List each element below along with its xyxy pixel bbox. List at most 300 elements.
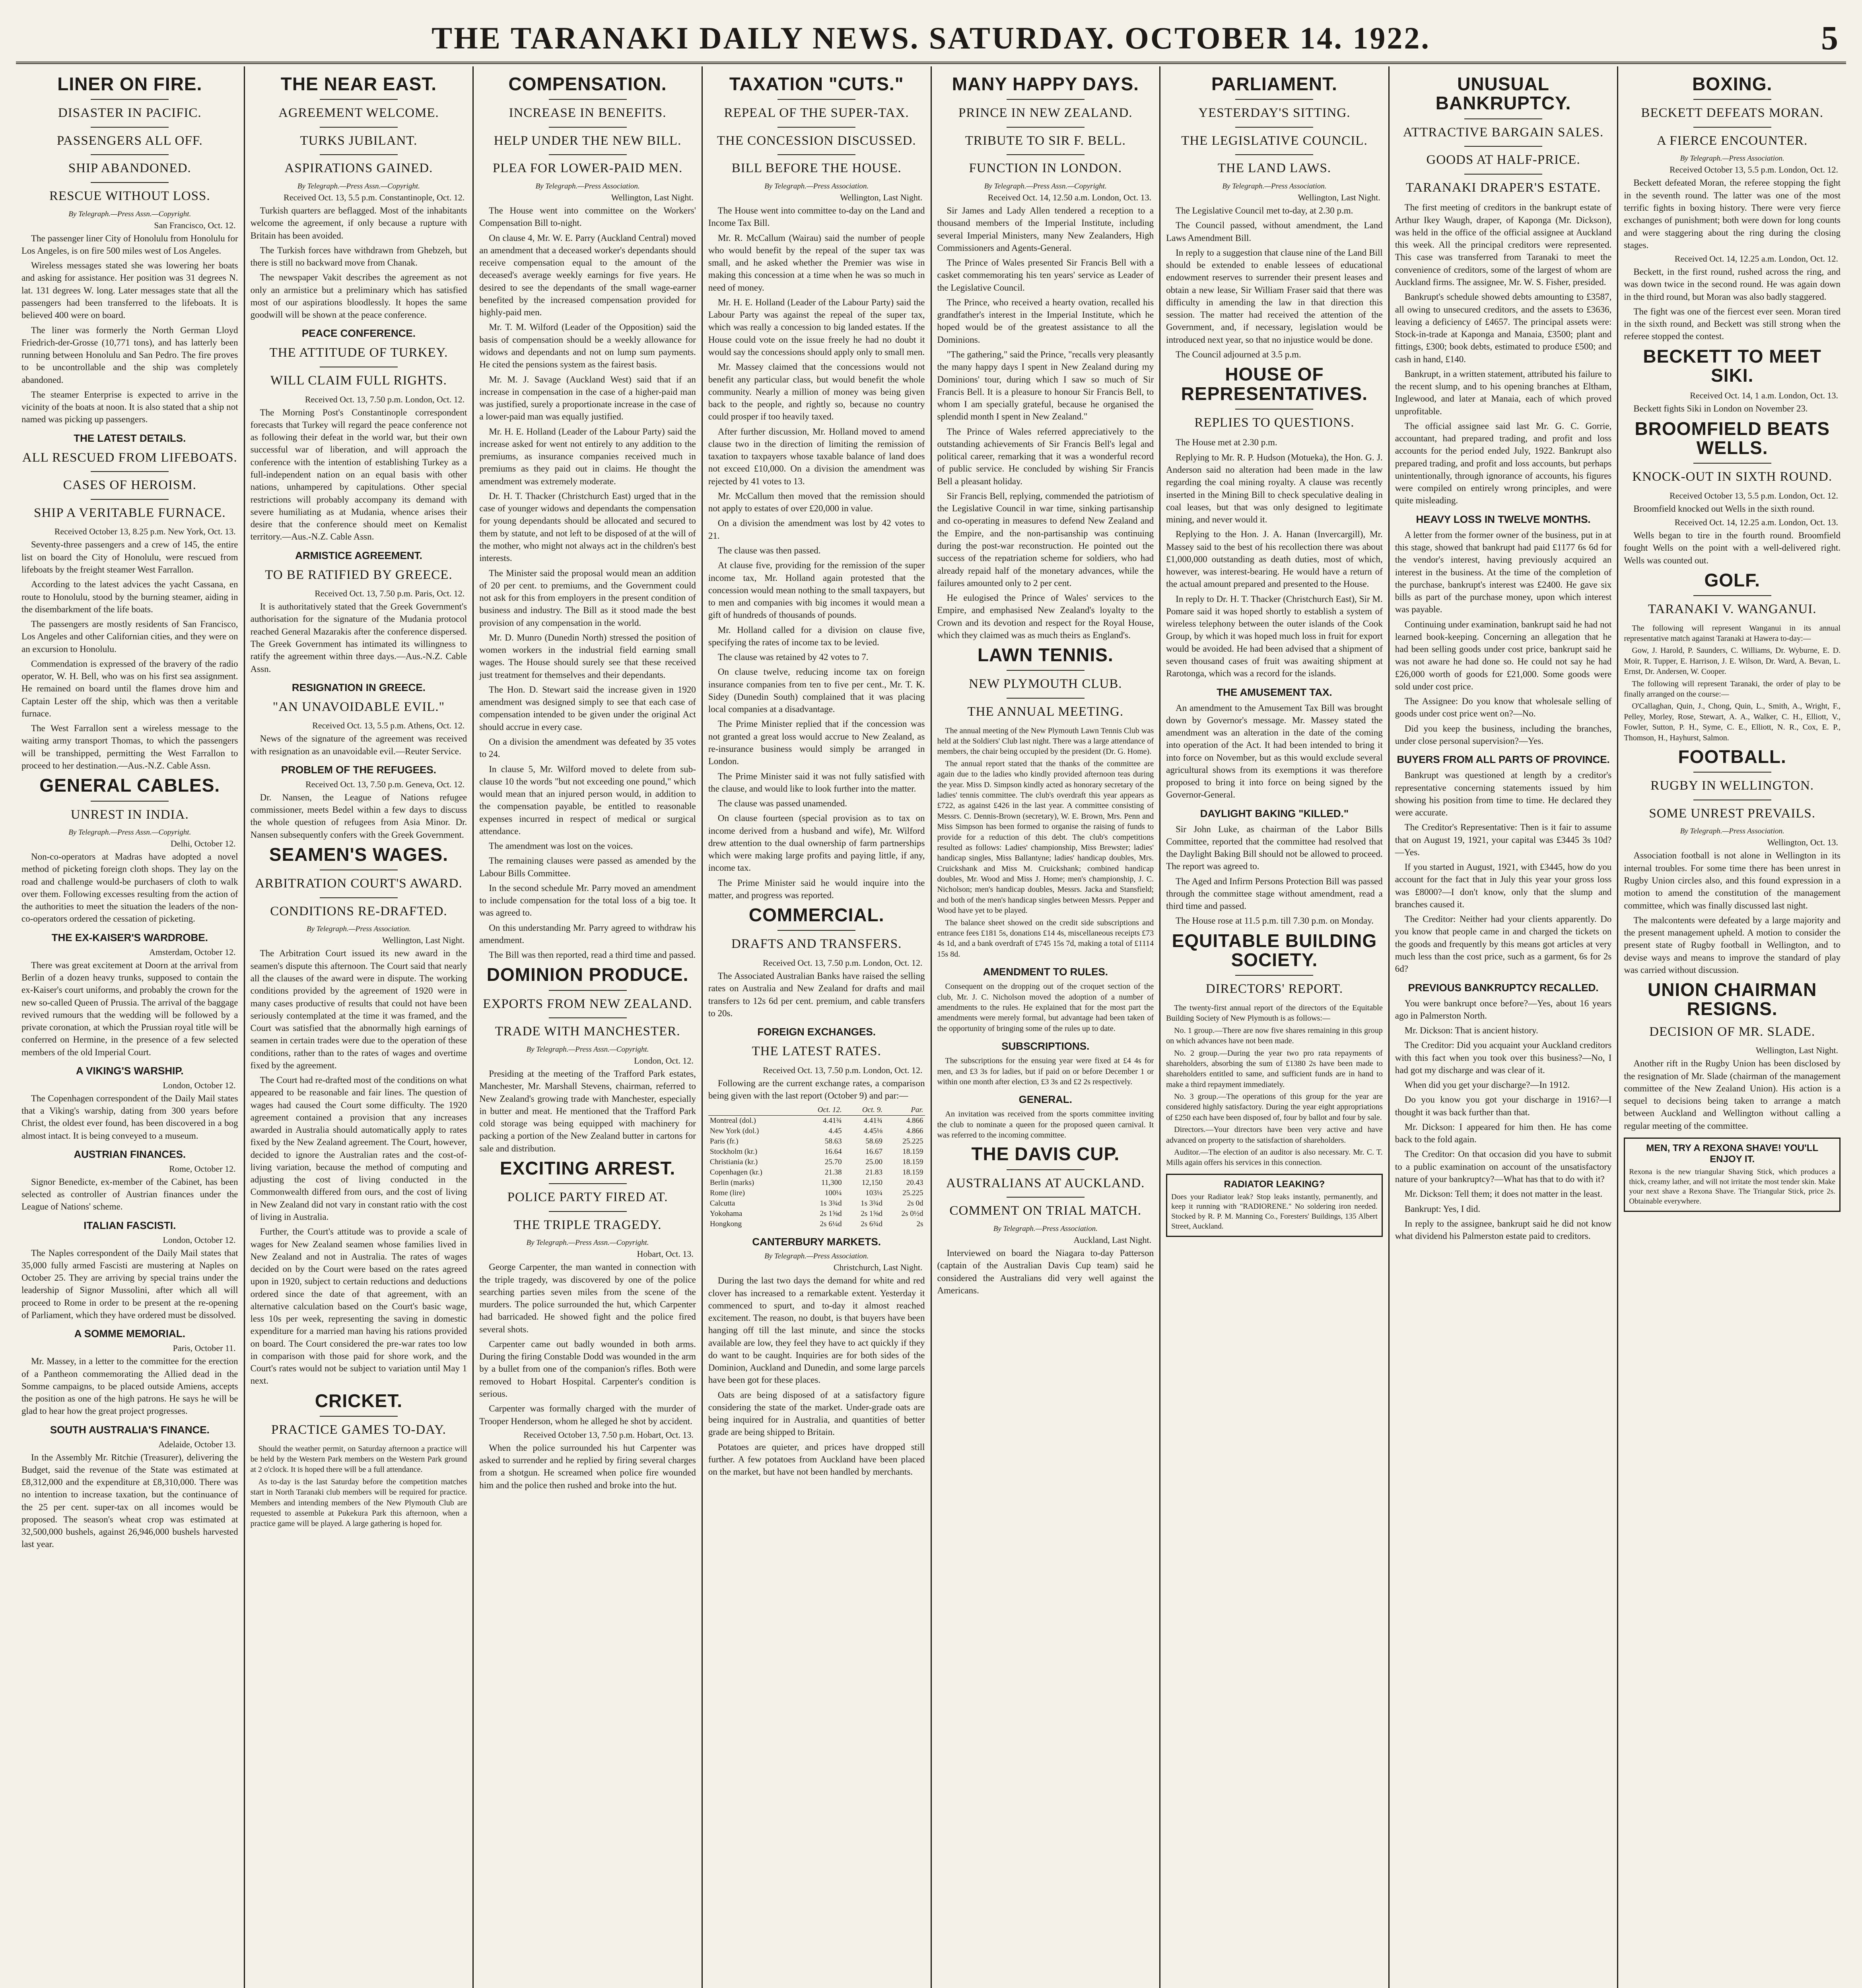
deck-line: RESCUE WITHOUT LOSS. <box>49 189 210 204</box>
subheading: SOUTH AUSTRALIA'S FINANCE. <box>50 1423 210 1436</box>
body-paragraph: Broomfield knocked out Wells in the sixth round. <box>1633 503 1815 514</box>
divider-rule <box>549 1183 627 1184</box>
body-paragraph: The Naples correspondent of the Daily Mail states that 35,000 fully armed Fascisti are mustering at Naples on October 25. They are arriving by special trains under the leadership of Signor Mussolini, after which all will proceed to Rome in order to be present at the re-opening of Parliament, which they have ordered must be dissolved. <box>21 1248 238 1320</box>
divider-rule <box>1007 1197 1085 1198</box>
dateline: Received Oct. 13, 5.5 p.m. Constantinople, Oct. 12. <box>284 192 465 203</box>
deck-line: CASES OF HEROISM. <box>63 478 196 493</box>
advertisement-text: Rexona is the new triangular Shaving Stick, which produces a thick, creamy lather, and will not irritate the most tender skin. Make your next shave a Rexona Shave. The Triangular Stick, price 2s. Obtainable everywhere. <box>1629 1167 1835 1206</box>
dateline: Wellington, Oct. 13. <box>1767 837 1838 848</box>
body-paragraph: The Hon. D. Stewart said the increase given in 1920 amendment was designed simply to see that each case of compensation intended to be given under the original Act should accrue in every case. <box>479 684 696 732</box>
body-paragraph: In reply to the assignee, bankrupt said he did not know what dividend his Palmerston estate paid to creditors. <box>1395 1218 1612 1241</box>
deck-line: "AN UNAVOIDABLE EVIL." <box>272 699 445 714</box>
body-paragraph: The Prime Minister replied that if the concession was not granted a great loss would accrue to New Zealand, as re-insurance business would simply be arranged in London. <box>708 719 925 767</box>
deck-line: AUSTRALIANS AT AUCKLAND. <box>946 1176 1145 1190</box>
body-paragraph: Presiding at the meeting of the Trafford Park estates, Manchester, Mr. Marshall Stevens, chairman, referred to New Zealand's growing trade with Manchester, especially in butter and meat. He mentioned that the Trafford Park cold storage was being equipped with machinery for packing a portion of the New Zealand butter in cartons for sale and distribution. <box>479 1068 696 1153</box>
table-cell: 4.45 <box>828 1127 842 1136</box>
byline: By Telegraph.—Press Assn.—Copyright. <box>68 210 191 218</box>
column-1 <box>16 66 245 1988</box>
dateline: Received Oct. 13, 5.5 p.m. Athens, Oct. 12. <box>312 720 465 731</box>
deck-line: DRAFTS AND TRANSFERS. <box>731 937 902 951</box>
body-paragraph: The Legislative Council met to-day, at 2.30 p.m. <box>1176 206 1353 216</box>
body-paragraph: At clause five, providing for the remission of the super income tax, Mr. Holland again protested that the concession would mean nothing to the small taxpayers, but to men and companies with big incomes it would mean a gift of hundreds of thousands of pounds. <box>708 560 925 620</box>
body-paragraph: Dr. Nansen, the League of Nations refugee commissioner, meets Bedel within a few days to discuss the whole question of refugees from Asia Minor. Dr. Nansen subsequently confers with the Greek Government. <box>250 792 467 840</box>
divider-rule <box>1693 99 1771 100</box>
dateline: Received Oct. 14, 12.25 a.m. London, Oct. 12. <box>1674 254 1838 264</box>
deck-line: YESTERDAY'S SITTING. <box>1198 106 1351 120</box>
body-paragraph: On a division the amendment was lost by 42 votes to 21. <box>708 518 925 541</box>
body-paragraph: On this understanding Mr. Parry agreed to withdraw his amendment. <box>479 922 696 945</box>
table-cell: Calcutta <box>709 1199 735 1208</box>
subheading: HEAVY LOSS IN TWELVE MONTHS. <box>1416 513 1591 525</box>
advertisement <box>1624 1138 1841 1212</box>
column-grid <box>16 66 1846 1988</box>
headline: THE DAVIS CUP. <box>971 1143 1120 1165</box>
divider-rule <box>91 154 169 155</box>
exchange-rates-table <box>708 1105 925 1229</box>
headline: CRICKET. <box>315 1390 402 1411</box>
table-cell: 16.67 <box>865 1147 883 1156</box>
small-paragraph: Gow, J. Harold, P. Saunders, C. Williams, Dr. Wyburne, E. D. Moir, R. Tupper, E. Harrison, J. E. Wilson, Dr. Ward, A. Bevan, L. Ernst, Dr. Andersen, W. Cooper. <box>1624 646 1841 676</box>
table-cell: 2s 0½d <box>901 1209 923 1218</box>
divider-rule <box>777 930 855 931</box>
page-number: 5 <box>1821 19 1838 57</box>
deck-line: THE TRIPLE TRAGEDY. <box>513 1217 662 1232</box>
deck-line: AGREEMENT WELCOME. <box>278 106 439 120</box>
headline: LAWN TENNIS. <box>977 645 1114 666</box>
table-cell: 16.64 <box>824 1147 842 1156</box>
divider-rule <box>549 1017 627 1018</box>
body-paragraph: The malcontents were defeated by a large majority and the present management upheld. A motion to consider the present state of Rugby football in Wellington, and to devise ways and means to improve the standard of play was carried without discussion. <box>1624 915 1841 975</box>
headline: BROOMFIELD BEATS WELLS. <box>1635 418 1830 458</box>
dateline: Received Oct. 13, 7.50 p.m. London, Oct. 12. <box>305 394 465 404</box>
divider-rule <box>91 499 169 500</box>
dateline: Delhi, October 12. <box>170 839 236 849</box>
divider-rule <box>549 127 627 128</box>
deck-line: GOODS AT HALF-PRICE. <box>1426 153 1580 167</box>
body-paragraph: Mr. Holland called for a division on clause five, specifying the rates of income tax to be levied. <box>708 625 925 647</box>
table-cell: 12,150 <box>861 1178 883 1187</box>
column-2 <box>245 66 474 1988</box>
dateline: London, Oct. 12. <box>634 1055 694 1066</box>
dateline: Wellington, Last Night. <box>840 192 923 203</box>
small-paragraph: The following will represent Wanganui in its annual representative match against Taranaki at Hawera to-day:— <box>1624 623 1841 643</box>
body-paragraph: Mr. D. Munro (Dunedin North) stressed the position of women workers in the industrial field earning small wages. The House should surely see that these received just treatment for themselves and their dependants. <box>479 632 696 680</box>
table-cell: 4.41¾ <box>863 1116 883 1125</box>
body-paragraph: The Morning Post's Constantinople correspondent forecasts that Turkey will regard the peace conference not as following their defeat in the world war, but their own successful war of liberation, and will approach the conference with the intention of establishing Turkey as a full-independent nation on an equal basis with other nations, unhampered by capitulations. Other special restrictions will probably accompany its demand with severe humiliating as at Mudania, whence arises their desire that the conference should meet on Kemalist territory.—Aus.-N.Z. Cable Assn. <box>250 407 467 542</box>
body-paragraph: The Prime Minister said he would inquire into the matter, and progress was reported. <box>708 878 925 900</box>
body-paragraph: Bankrupt, in a written statement, attributed his failure to the recent slump, and to his opening branches at Eltham, Inglewood, and later at Manaia, each of which proved unprofitable. <box>1395 369 1612 416</box>
subheading: PEACE CONFERENCE. <box>301 327 416 340</box>
body-paragraph: The Council passed, without amendment, the Land Laws Amendment Bill. <box>1166 220 1383 243</box>
dateline: Wellington, Last Night. <box>611 192 694 203</box>
column-7 <box>1390 66 1619 1988</box>
divider-rule <box>1464 146 1542 147</box>
dateline: Auckland, Last Night. <box>1073 1235 1152 1245</box>
headline: THE NEAR EAST. <box>280 74 437 94</box>
dateline: Amsterdam, October 12. <box>149 947 236 957</box>
body-paragraph: The Assignee: Do you know that wholesale selling of goods under cost price went on?—No. <box>1395 696 1612 719</box>
deck-line: RUGBY IN WELLINGTON. <box>1650 779 1814 793</box>
table-cell: Hongkong <box>709 1220 742 1229</box>
body-paragraph: On clause fourteen (special provision as to tax on income derived from a husband and wife), Mr. Wilford drew attention to the dual ownership of farm partnerships which were making large profits and paying little, if any, income tax. <box>708 813 925 873</box>
divider-rule <box>320 127 398 128</box>
table-cell: 4.41¾ <box>823 1116 842 1125</box>
body-paragraph: The steamer Enterprise is expected to arrive in the vicinity of the boats at noon. It is also stated that a ship not named was picking up passengers. <box>21 389 238 425</box>
body-paragraph: The clause was passed unamended. <box>717 798 847 809</box>
headline: GENERAL CABLES. <box>39 775 220 796</box>
dateline: Adelaide, October 13. <box>158 1439 236 1449</box>
body-paragraph: Seventy-three passengers and a crew of 145, the entire list on board the City of Honolulu, were rescued from lifeboats by the freight steamer West Farrallon. <box>21 540 238 575</box>
dateline: Received October 13, 7.50 p.m. Hobart, Oct. 13. <box>523 1429 694 1440</box>
table-cell: 21.38 <box>824 1168 842 1177</box>
deck-line: INCREASE IN BENEFITS. <box>509 106 667 120</box>
divider-rule <box>320 897 398 898</box>
divider-rule <box>320 1416 398 1417</box>
table-cell: 18.159 <box>902 1147 923 1156</box>
table-cell: Paris (fr.) <box>709 1137 739 1146</box>
headline: COMMERCIAL. <box>748 905 884 926</box>
body-paragraph: The House went into committee on the Workers' Compensation Bill to-night. <box>479 206 696 228</box>
small-paragraph: The twenty-first annual report of the directors of the Equitable Building Society of New Plymouth is as follows:— <box>1166 1003 1383 1023</box>
body-paragraph: The clause was retained by 42 votes to 7. <box>717 652 869 662</box>
deck-line: SHIP A VERITABLE FURNACE. <box>34 505 226 520</box>
table-cell: 2s 1⅝d <box>820 1209 842 1218</box>
divider-rule <box>1693 772 1771 773</box>
body-paragraph: Following are the current exchange rates, a comparison being given with the last report (October 9) and par:— <box>708 1078 925 1101</box>
table-row <box>708 1167 925 1178</box>
divider-rule <box>1235 975 1313 976</box>
body-paragraph: The Prince of Wales referred appreciatively to the outstanding achievements of Sir Francis Bell's legal and political career, remarking that it was a wonderful record of public service. He concluded by wishing Sir Francis Bell a pleasant holiday. <box>937 426 1154 486</box>
deck-line: BECKETT DEFEATS MORAN. <box>1641 106 1824 120</box>
body-paragraph: The clause was then passed. <box>717 545 821 555</box>
deck-line: TURKS JUBILANT. <box>300 133 418 148</box>
body-paragraph: The Turkish forces have withdrawn from Ghebzeh, but there is still no backward move from Chanak. <box>250 245 467 268</box>
body-paragraph: Another rift in the Rugby Union has been disclosed by the resignation of Mr. Slade (chairman of the management committee of the New Zealand Union). His action is a sequel to decisions being taken to arrange a match between Auckland and Wellington without calling a regular meeting of the committee. <box>1624 1058 1841 1131</box>
table-row <box>708 1219 925 1229</box>
small-paragraph: No. 2 group.—During the year two pro rata repayments of shareholders, absorbing the sum of £1380 2s have been made to shareholders entitled to same, and sufficient funds are in hand to make a third repayment immediately. <box>1166 1048 1383 1089</box>
body-paragraph: A letter from the former owner of the business, put in at this stage, showed that bankrupt had paid £1177 6s 6d for the vendor's interest, having previously acquired an interest in the business. At the time of the completion of the purchase, bankrupt's interest was £2400. He gave six bills as part of the purchase money, upon which interest was payable. <box>1395 530 1612 615</box>
divider-rule <box>1007 99 1085 100</box>
divider-rule <box>1235 409 1313 410</box>
column-4 <box>703 66 932 1988</box>
table-cell: 21.83 <box>865 1168 883 1177</box>
deck-line: WILL CLAIM FULL RIGHTS. <box>270 373 447 388</box>
headline: COMPENSATION. <box>508 74 667 94</box>
advertisement <box>1166 1174 1383 1237</box>
body-paragraph: Mr. Massey claimed that the concessions would not benefit any particular class, but would benefit the whole community. Nearly a million of money was being given back to the people, and rightly so, because no country could prosper if too heavily taxed. <box>708 362 925 422</box>
body-paragraph: The Associated Australian Banks have raised the selling rates on Australia and New Zealand for drafts and mail transfers to 12s 6d per cent. premium, and cable transfers to 20s. <box>708 971 925 1018</box>
body-paragraph: Wireless messages stated she was lowering her boats and asking for assistance. Her position was 31 degrees N. lat. 131 degrees W. long. Later messages state that all the passengers had been transferred to the lifeboats. It is believed 400 were on board. <box>21 260 238 320</box>
small-paragraph: O'Callaghan, Quin, J., Chong, Quin, L., Smith, A., Wright, F., Pelley, Morley, Rose, Stewart, A. A., Walker, C. H., Elliott, V., Fowler, Sutton, P. H., Syme, C. E., Elliott, N. R., Cox, E. P., Thomson, H., Hayhurst, Salmon. <box>1624 702 1841 742</box>
deck-line: THE LATEST RATES. <box>752 1044 881 1059</box>
body-paragraph: News of the signature of the agreement was received with resignation as an unavoidable evil.—Reuter Service. <box>250 734 467 756</box>
body-paragraph: The Prince of Wales presented Sir Francis Bell with a casket commemorating his ten years' service as Leader of the Legislative Council. <box>937 258 1154 293</box>
deck-line: THE LAND LAWS. <box>1217 161 1331 176</box>
divider-rule <box>1693 595 1771 596</box>
divider-rule <box>1007 154 1085 155</box>
table-header-cell: Oct. 9. <box>844 1105 884 1116</box>
body-paragraph: On clause twelve, reducing income tax on foreign insurance companies from ten to five per cent., Mr. T. K. Sidey (Dunedin South) complained that it was placing local companies at a disadvantage. <box>708 667 925 714</box>
small-paragraph: An invitation was received from the sports committee inviting the club to nominate a queen for the proposed queen carnival. It was referred to the incoming committee. <box>937 1110 1154 1140</box>
divider-rule <box>1693 127 1771 128</box>
body-paragraph: The fight was one of the fiercest ever seen. Moran tired in the sixth round, and Beckett was still strong when the referee stopped the contest. <box>1624 306 1841 342</box>
deck-line: COMMENT ON TRIAL MATCH. <box>949 1204 1142 1218</box>
deck-line: ARBITRATION COURT'S AWARD. <box>255 876 463 891</box>
dateline: Hobart, Oct. 13. <box>637 1249 694 1259</box>
body-paragraph: It is authoritatively stated that the Greek Government's authorisation for the signature of the Mudania protocol reached General Mazarakis after the conference dispersed. The Greek Government has intimated its willingness to ratify the agreement within three days.—Aus.-N.Z. Cable Assn. <box>250 602 467 674</box>
byline: By Telegraph.—Press Association. <box>1680 827 1784 836</box>
small-paragraph: Directors.—Your directors have been very active and have advanced on property to the satisfaction of shareholders. <box>1166 1125 1383 1145</box>
subheading: DAYLIGHT BAKING "KILLED." <box>1200 807 1349 819</box>
body-paragraph: Beckett, in the first round, rushed across the ring, and was down twice in the second round. He was again down in the third round, but Moran was also badly staggered. <box>1624 267 1841 302</box>
body-paragraph: The House went into committee to-day on the Land and Income Tax Bill. <box>708 206 925 228</box>
divider-rule <box>549 99 627 100</box>
dateline: Received October 13, 5.5 p.m. London, Oct. 12. <box>1669 165 1838 175</box>
dateline: Wellington, Last Night. <box>382 935 465 945</box>
body-paragraph: The first meeting of creditors in the bankrupt estate of Arthur Ikey Waugh, draper, of Kaponga (Mr. Dickson), was held in the office of the official assignee at Auckland this week. All the principal creditors were represented. This case was transferred from Taranaki to meet the convenience of creditors, some of the largest of whom are Auckland firms. The assignee, Mr. W. S. Fisher, presided. <box>1395 202 1612 287</box>
table-row <box>708 1188 925 1198</box>
body-paragraph: Wells began to tire in the fourth round. Broomfield fought Wells on the point with a well-delivered right. Wells was counted out. <box>1624 530 1841 565</box>
body-paragraph: Mr. T. M. Wilford (Leader of the Opposition) said the basis of compensation should be a weekly allowance for widows and dependants and not on lump sum payments. He cited the pensions system as the fairest basis. <box>479 322 696 370</box>
byline: By Telegraph.—Press Assn.—Copyright. <box>297 182 420 191</box>
subheading: THE AMUSEMENT TAX. <box>1217 686 1332 698</box>
table-cell: Rome (lire) <box>709 1189 745 1198</box>
deck-line: BILL BEFORE THE HOUSE. <box>731 161 902 176</box>
divider-rule <box>1235 99 1313 100</box>
small-paragraph: Consequent on the dropping out of the croquet section of the club, Mr. J. C. Nicholson moved the adoption of a number of amendments to the rules. He explained that for the most part the amendments were merely formal, but advantage had been taken of the opportunity of bringing some of the rules up to date. <box>937 982 1154 1033</box>
dateline: Wellington, Last Night. <box>1298 192 1380 203</box>
dateline: Received October 13, 8.25 p.m. New York, Oct. 13. <box>54 526 236 537</box>
deck-line: TARANAKI V. WANGANUI. <box>1648 602 1817 617</box>
body-paragraph: Turkish quarters are beflagged. Most of the inhabitants welcome the agreement, if only because a rupture with Britain has been avoided. <box>250 206 467 241</box>
masthead <box>16 16 1846 64</box>
divider-rule <box>777 154 855 155</box>
body-paragraph: If you started in August, 1921, with £3445, how do you account for the fact that in July this year your gross loss was £8000?—I don't know, only that the slump and branches caused it. <box>1395 862 1612 909</box>
body-paragraph: The passenger liner City of Honolulu from Honolulu for Los Angeles, is on fire 500 miles west of Los Angeles. <box>21 233 238 256</box>
byline: By Telegraph.—Press Association. <box>306 925 411 934</box>
table-row <box>708 1198 925 1209</box>
divider-rule <box>320 99 398 100</box>
body-paragraph: Bankrupt's schedule showed debts amounting to £3587, all owing to unsecured creditors, and the assets to £3636, leaving a deficiency of £4657. The principal assets were: Stock-in-trade at Kaponga and Manaia, £3500; plant and fittings, £300; book debts, estimated to produce £500; and cash in hand, £140. <box>1395 292 1612 364</box>
body-paragraph: Beckett fights Siki in London on November 23. <box>1633 404 1808 414</box>
body-paragraph: During the last two days the demand for white and red clover has increased to a remarkable extent. Yesterday it commenced to spurt, and to-day it almost reached excitement. The reason, no doubt, is that buyers have been hanging off till the last minute, and since the stocks available are low, they feel they have to act quickly if they do want to be caught. Inquiries are for both sides of the Dominion, Auckland and Dunedin, and some large parcels have been got for these places. <box>708 1276 925 1385</box>
deck-line: THE ATTITUDE OF TURKEY. <box>269 346 448 360</box>
body-paragraph: George Carpenter, the man wanted in connection with the triple tragedy, was discovered by one of the police searching parties seven miles from the scene of the murders. The police surrounded the hut, which Carpenter had barricaded. He showed fight and the police fired several shots. <box>479 1262 696 1334</box>
small-paragraph: Should the weather permit, on Saturday afternoon a practice will be held by the Western Park members on the Western Park ground at 2 o'clock. It is hoped there will be a full attendance. <box>250 1444 467 1474</box>
body-paragraph: In reply to a suggestion that clause nine of the Land Bill should be extended to enable lessees of educational endowment reserves to surrender their present leases and obtain a new lease, Sir William Fraser said that there was difficulty in amending the law in that direction this session. The matter had received the attention of the Government, and, if necessary, legislation would be introduced next year, so that no injustice would be done. <box>1166 247 1383 345</box>
table-cell: 18.159 <box>902 1158 923 1167</box>
table-cell: 11,300 <box>821 1178 842 1187</box>
deck-line: HELP UNDER THE NEW BILL. <box>494 133 682 148</box>
divider-rule <box>1464 118 1542 119</box>
dateline: Received October 13, 5.5 p.m. London, Oct. 12. <box>1669 490 1838 501</box>
table-row <box>708 1126 925 1136</box>
body-paragraph: Replying to the Hon. J. A. Hanan (Invercargill), Mr. Massey said to the best of his recollection there was about £1,000,000 outstanding as death duties, most of which, however, was interest-bearing. He would have a return of the actual amount prepared and presented to the House. <box>1166 529 1383 589</box>
body-paragraph: Beckett defeated Moran, the referee stopping the fight in the seventh round. The latter was one of the most terrific fights in boxing history. There were very fierce exchanges of punishment; both were down for long counts and were staggering about the ring during the closing stages. <box>1624 178 1841 250</box>
deck-line: REPEAL OF THE SUPER-TAX. <box>724 106 909 120</box>
advertisement-heading: RADIATOR LEAKING? <box>1224 1178 1325 1190</box>
subheading: SUBSCRIPTIONS. <box>1001 1040 1090 1052</box>
subheading: CANTERBURY MARKETS. <box>752 1236 881 1248</box>
dateline: Received Oct. 13, 7.50 p.m. London, Oct. 12. <box>763 958 923 968</box>
deck-line: TRIBUTE TO SIR F. BELL. <box>965 133 1126 148</box>
table-row <box>708 1178 925 1188</box>
body-paragraph: Bankrupt was questioned at length by a creditor's representative concerning statements issued by him showing his position from time to time. He declared they were accurate. <box>1395 770 1612 818</box>
headline: GOLF. <box>1704 569 1760 590</box>
body-paragraph: In reply to Dr. H. T. Thacker (Christchurch East), Sir M. Pomare said it was hoped shortly to establish a system of wireless telephony between the outer islands of the Cook Group, by which it was hoped much loss in fruit for export would be avoided. He had been advised that a shipment of seven thousand cases of fruit was awaiting shipment at Rarotonga, which was a record for the islands. <box>1166 594 1383 679</box>
body-paragraph: The Prime Minister said it was not fully satisfied with the clause, and would like to look further into the matter. <box>708 771 925 794</box>
table-cell: Copenhagen (kr.) <box>709 1168 762 1177</box>
body-paragraph: When the police surrounded his hut Carpenter was asked to surrender and he replied by firing several charges from a shotgun. He screamed when police fire wounded him and the police then rushed and broke into the hut. <box>479 1442 696 1490</box>
headline: BOXING. <box>1692 74 1773 94</box>
table-row <box>708 1116 925 1126</box>
body-paragraph: Commendation is expressed of the bravery of the radio operator, W. H. Bell, who was on his first sea assignment. He remained on board until the flames drove him and Captain Lester off the ship, which was then a veritable furnace. <box>21 658 238 718</box>
body-paragraph: After further discussion, Mr. Holland moved to amend clause two in the direction of limiting the remission of taxation to taxpayers whose taxable balance of land does not exceed £10,000. On a division the amendment was rejected by 41 votes to 13. <box>708 426 925 486</box>
body-paragraph: The Aged and Infirm Persons Protection Bill was passed through the committee stage without amendment, read a third time and passed. <box>1166 876 1383 911</box>
dateline: Received Oct. 13, 7.50 p.m. London, Oct. 12. <box>763 1065 923 1075</box>
table-cell: New York (dol.) <box>709 1127 759 1136</box>
table-cell: 58.69 <box>865 1137 883 1146</box>
headline: PARLIAMENT. <box>1211 74 1337 94</box>
body-paragraph: Carpenter came out badly wounded in both arms. During the firing Constable Dodd was wounded in the arm by a bullet from one of the companion's rifles. Both were removed to Hobart Hospital. Carpenter's condition is serious. <box>479 1339 696 1399</box>
body-paragraph: Bankrupt: Yes, I did. <box>1404 1204 1481 1214</box>
body-paragraph: The Creditor: On that occasion did you have to submit to a public examination on account of the unsatisfactory nature of your bankruptcy?—What has that to do with it? <box>1395 1149 1612 1184</box>
deck-line: PASSENGERS ALL OFF. <box>56 133 203 148</box>
deck-line: PRINCE IN NEW ZEALAND. <box>958 106 1133 120</box>
divider-rule <box>91 99 169 100</box>
table-header-cell: Oct. 12. <box>799 1105 844 1116</box>
deck-line: A FIERCE ENCOUNTER. <box>1657 133 1808 148</box>
body-paragraph: Signor Benedicte, ex-member of the Cabinet, has been selected as controller of Austrian finances under the League of Nations' scheme. <box>21 1176 238 1212</box>
dateline: London, October 12. <box>163 1235 236 1245</box>
divider-rule <box>1007 670 1085 671</box>
table-cell: Christiania (kr.) <box>709 1158 758 1167</box>
body-paragraph: Sir John Luke, as chairman of the Labor Bills Committee, reported that the committee had resolved that the Daylight Baking Bill should not be allowed to proceed. The report was agreed to. <box>1166 824 1383 872</box>
byline: By Telegraph.—Press Assn.—Copyright. <box>526 1045 649 1054</box>
body-paragraph: There was great excitement at Doorn at the arrival from Berlin of a dozen heavy trunks, supposed to contain the ex-Kaiser's court uniforms, and probably the crown for the new so-called Queen of Prussia. The arrival of the baggage revived rumours that the wedding will be followed by a private coronation, at which the Prussian royal title will be conferred on Hermine, in the presence of a few selected members of the old Imperial Court. <box>21 960 238 1057</box>
body-paragraph: Mr. McCallum then moved that the remission should not apply to estates of over £20,000 in value. <box>708 491 925 514</box>
headline: BECKETT TO MEET SIKI. <box>1643 346 1821 386</box>
subheading: A SOMME MEMORIAL. <box>74 1328 185 1340</box>
divider-rule <box>320 154 398 155</box>
table-cell: 25.225 <box>902 1189 923 1198</box>
byline: By Telegraph.—Press Assn.—Copyright. <box>68 828 191 837</box>
subheading: THE LATEST DETAILS. <box>74 432 186 444</box>
byline: By Telegraph.—Press Assn.—Copyright. <box>984 182 1107 191</box>
divider-rule <box>91 801 169 802</box>
dateline: Rome, October 12. <box>169 1163 236 1174</box>
table-cell: 4.45⅛ <box>863 1127 883 1136</box>
dateline: Received Oct. 14, 12.50 a.m. London, Oct. 13. <box>987 192 1152 203</box>
headline: UNUSUAL BANKRUPTCY. <box>1435 74 1571 114</box>
body-paragraph: When did you get your discharge?—In 1912. <box>1404 1080 1570 1090</box>
divider-rule <box>1235 154 1313 155</box>
table-cell: 20.43 <box>906 1178 923 1187</box>
table-cell: 25.225 <box>902 1137 923 1146</box>
divider-rule <box>1007 698 1085 699</box>
subheading: BUYERS FROM ALL PARTS OF PROVINCE. <box>1397 753 1610 766</box>
divider-rule <box>1235 127 1313 128</box>
byline: By Telegraph.—Press Assn.—Copyright. <box>526 1239 649 1247</box>
table-cell: Montreal (dol.) <box>709 1116 756 1125</box>
body-paragraph: The Creditor's Representative: Then is it fair to assume that on August 19, 1921, your capital was £3445 3s 10d?—Yes. <box>1395 822 1612 857</box>
table-header-cell: Par. <box>884 1105 925 1116</box>
body-paragraph: The House rose at 11.5 p.m. till 7.30 p.m. on Monday. <box>1176 916 1374 926</box>
byline: By Telegraph.—Press Association. <box>764 1252 869 1261</box>
body-paragraph: Further, the Court's attitude was to provide a scale of wages for New Zealand seamen whose families lived in New Zealand and not in Australia. The rates of wages decided on by the Court were based on the rates agreed upon in 1920, subject to certain reductions and deductions ordered since the date of that agreement, with an alternative calculation based on the Court's basic wage, less 10s per week, representing the saving in domestic expenditure for a married man having his rations provided on board. The Court considered the pre-war rates too low in comparison with those paid for shore work, and the Court's rates would not be subject to variation until May 1 next. <box>250 1227 467 1386</box>
body-paragraph: The remaining clauses were passed as amended by the Labour Bills Committee. <box>479 856 696 878</box>
body-paragraph: "The gathering," said the Prince, "recalls very pleasantly the many happy days I spent in New Zealand during my Dominions' tour, during which I saw so much of Sir Francis Bell. It is a pleasure to honour Sir Francis Bell, to whom I am specially grateful, because he organised the splendid month I spent in New Zealand." <box>937 349 1154 422</box>
body-paragraph: The West Farrallon sent a wireless message to the waiting army transport Thomas, to which the passengers will be transhipped, permitting the West Farrallon to proceed to her destination.—Aus.-N.Z. Cable Assn. <box>21 723 238 771</box>
body-paragraph: The newspaper Vakit describes the agreement as not only an armistice but a preliminary which has satisfied most of our aspirations bloodlessly. It hopes the same goodwill will be shown at the peace conference. <box>250 272 467 320</box>
small-paragraph: The balance sheet showed on the credit side subscriptions and entrance fees £181 5s, donations £14 4s, miscellaneous receipts £73 4s 1d, and a bank overdraft of £745 15s 7d, making a total of £1114 15s 8d. <box>937 918 1154 959</box>
body-paragraph: Mr. Massey, in a letter to the committee for the erection of a Pantheon commemorating the Allied dead in the Somme campaigns, to be placed outside Amiens, accepts the position as one of the high patrons. He says he will be glad to hear how the great project progresses. <box>21 1356 238 1416</box>
dateline: Christchurch, Last Night. <box>833 1262 923 1273</box>
deck-line: THE LEGISLATIVE COUNCIL. <box>1181 133 1368 148</box>
masthead-title: THE TARANAKI DAILY NEWS. SATURDAY. OCTOBER 14. 1922. <box>431 21 1431 55</box>
body-paragraph: The Court had re-drafted most of the conditions on what appeared to be reasonable and fair lines. The question of wages had caused the Court some difficulty. The 1920 agreement contained a provision that any increases awarded in Australia should automatically apply to rates fixed by the New Zealand agreement. The Court, however, decided to ignore the Australian rates and the cost-of-living variation, because the method of computing and adjusting the cost of living conducted in the Commonwealth differed from ours, and the cost of living in New Zealand did not vary in constant ratio with the cost of living in Australia. <box>250 1075 467 1222</box>
body-paragraph: Sir Francis Bell, replying, commended the patriotism of the Legislative Council in war time, sinking partisanship and co-operating in measures to defend New Zealand and the Empire, and the non-partisanship was continuing during the post-war reconstruction. He pointed out the success of the repatriation scheme for soldiers, who had already repaid half of the monetary advances, while the failures amounted only to 2 per cent. <box>937 491 1154 588</box>
small-paragraph: The annual report stated that the thanks of the committee are again due to the ladies who kindly provided afternoon teas during the year. Miss D. Simpson kindly acted as honorary secretary of the ladies' tennis committee. The club's overdraft this year appears as £722, as against £426 in the last year. A committee consisting of Messrs. C. Dennis-Brown (secretary), W. E. Brown, Mrs. Penn and Miss Simpson has been formed to organise the raising of funds to provide for a reduction of this debt. The club's competitions resulted as follows: Ladies' championship, Miss Brewster; ladies' handicap singles, Miss Ballantyne; ladies' handicap doubles, Mrs. Cruickshank and Miss M. Cruickshank; combined handicap doubles, Mr. Wood and Miss J. Home; men's championship, J. C. Nicholson; men's handicap doubles, Messrs. Jacka and Stansfield; and both of the men's handicap singles between Messrs. Pepper and Wood have yet to be played. <box>937 759 1154 915</box>
body-paragraph: In clause 5, Mr. Wilford moved to delete from sub-clause 10 the words "but not exceeding one pound," which would mean that an injured person would, in addition to the compensation payable, be entitled to reasonable expenses incurred in respect of medical or surgical attendance. <box>479 764 696 836</box>
table-cell: 25.00 <box>865 1158 883 1167</box>
column-5 <box>932 66 1161 1988</box>
byline: By Telegraph.—Press Association. <box>764 182 869 191</box>
body-paragraph: The Prince, who received a hearty ovation, recalled his grandfather's interest in the Imperial Institute, which he hoped would be of the greatest assistance to all the Dominions. <box>937 297 1154 345</box>
dateline: Received Oct. 14, 12.25 a.m. London, Oct. 13. <box>1674 517 1838 527</box>
body-paragraph: Potatoes are quieter, and prices have dropped still further. A few potatoes from Auckland have been placed on the market, but have not been handled by merchants. <box>708 1442 925 1477</box>
table-row <box>708 1136 925 1147</box>
body-paragraph: He eulogised the Prince of Wales' services to the Empire, and emphasised New Zealand's loyalty to the Crown and its devotion and respect for the Royal House, which they claimed was as much theirs as England's. <box>937 593 1154 640</box>
body-paragraph: The passengers are mostly residents of San Francisco, Los Angeles and other Californian cities, and they were on an excursion to Honolulu. <box>21 619 238 654</box>
body-paragraph: Mr. H. E. Holland (Leader of the Labour Party) said the Labour Party was against the repeal of the super tax, which was really a concession to big landed estates. If the House could vote on the issue freely he had no doubt it would say the concessions should apply only to small men. <box>708 297 925 357</box>
body-paragraph: You were bankrupt once before?—Yes, about 16 years ago in Palmerston North. <box>1395 998 1612 1021</box>
deck-line: POLICE PARTY FIRED AT. <box>507 1190 668 1205</box>
deck-line: THE ANNUAL MEETING. <box>967 705 1124 719</box>
headline: EXCITING ARREST. <box>500 1157 676 1178</box>
divider-rule <box>1007 1169 1085 1170</box>
body-paragraph: The Arbitration Court issued its new award in the seamen's dispute this afternoon. The Court said that nearly all the clauses of the award were in dispute. The working conditions provided by the agreement of 1920 were in many cases productive of results that could not have been seriously contemplated at the time it was framed, and the Court was satisfied that the abnormally high earnings of seamen in certain trades were due to the operation of these conditions, rather than to the rates of wages and overtime fixed by the agreement. <box>250 948 467 1070</box>
body-paragraph: Do you know you got your discharge in 1916?—I thought it was back further than that. <box>1395 1095 1612 1117</box>
table-cell: 1s 3¾d <box>820 1199 842 1208</box>
divider-rule <box>91 127 169 128</box>
advertisement-text: Does your Radiator leak? Stop leaks instantly, permanently, and keep it running with "RADIORENE." No soldering iron needed. Stocked by R. P. M. Manning Co., Foresters' Buildings, 135 Albert Street, Auckland. <box>1171 1192 1378 1231</box>
headline: UNION CHAIRMAN RESIGNS. <box>1647 979 1817 1019</box>
body-paragraph: Oats are being disposed of at a satisfactory figure considering the state of the market. Under-grade oats are being inquired for in Australia, and quantities of better grade are being shipped to Britain. <box>708 1390 925 1437</box>
table-cell: 2s 1⅝d <box>861 1209 883 1218</box>
body-paragraph: Mr. R. McCallum (Wairau) said the number of people who would benefit by the repeal of the super tax was small, and he asked whether the Premier was wise in making this concession at a time when he was so much in need of money. <box>708 233 925 293</box>
body-paragraph: Association football is not alone in Wellington in its internal troubles. For some time there has been unrest in Rugby Union circles also, and this found expression in a motion to amend the constitution of the management committee, which was finally discussed last night. <box>1624 850 1841 911</box>
body-paragraph: The House met at 2.30 p.m. <box>1176 437 1277 448</box>
body-paragraph: Non-co-operators at Madras have adopted a novel method of picketing foreign cloth shops. They lay on the road and challenge would-be purchasers of cloth to walk over them. Following excesses resulting from the action of the authorities to meet the situation the leaders of the non-co-operators ordered the cessation of picketing. <box>21 852 238 924</box>
subheading: ARMISTICE AGREEMENT. <box>295 549 422 561</box>
table-cell: 25.70 <box>824 1158 842 1167</box>
deck-line: SOME UNREST PREVAILS. <box>1649 806 1815 821</box>
body-paragraph: The Bill was then reported, read a third time and passed. <box>489 950 696 960</box>
table-cell: 58.63 <box>824 1137 842 1146</box>
table-cell: Stockholm (kr.) <box>709 1147 758 1156</box>
headline: FOOTBALL. <box>1678 746 1786 767</box>
body-paragraph: On a division the amendment was defeated by 35 votes to 24. <box>479 736 696 759</box>
dateline: San Francisco, Oct. 12. <box>154 220 236 230</box>
body-paragraph: On clause 4, Mr. W. E. Parry (Auckland Central) moved an amendment that a deceased worker's dependants should receive compensation equal to the amount of the deceased's average weekly earnings for five years. He desired to see the dependants of the small wage-earner benefited by the increased compensation provided for highly-paid men. <box>479 233 696 318</box>
divider-rule <box>91 471 169 472</box>
deck-line: PLEA FOR LOWER-PAID MEN. <box>492 161 683 176</box>
subheading: RESIGNATION IN GREECE. <box>292 681 426 693</box>
deck-line: THE CONCESSION DISCUSSED. <box>717 133 916 148</box>
table-cell: Berlin (marks) <box>709 1178 754 1187</box>
deck-line: REPLIES TO QUESTIONS. <box>1194 415 1355 430</box>
